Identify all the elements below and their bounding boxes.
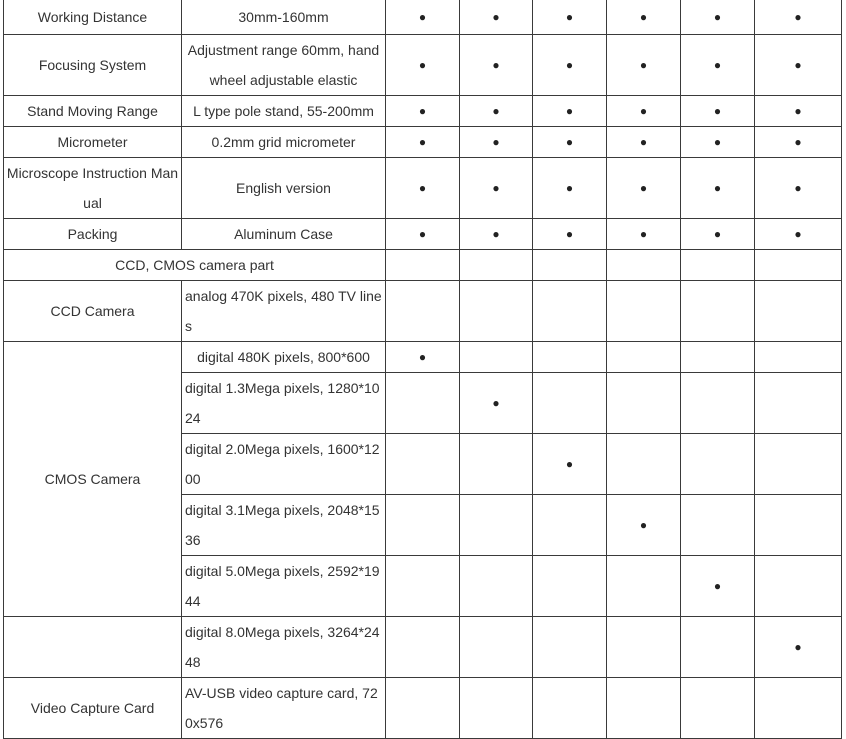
dot-mark: ●	[386, 342, 460, 373]
dot-mark: ●	[386, 0, 460, 35]
dot-cell	[460, 495, 533, 556]
dot-cell	[755, 495, 842, 556]
dot-cell	[755, 434, 842, 495]
dot-mark: ●	[755, 0, 842, 35]
dot-cell	[533, 556, 607, 617]
spec-cell: digital 2.0Mega pixels, 1600*1200	[182, 434, 386, 495]
dot-cell	[755, 281, 842, 342]
dot-mark: ●	[607, 127, 681, 158]
dot-cell	[386, 434, 460, 495]
dot-mark: ●	[607, 158, 681, 219]
dot-cell	[681, 678, 755, 739]
dot-mark: ●	[386, 35, 460, 96]
dot-cell	[607, 373, 681, 434]
dot-mark: ●	[681, 556, 755, 617]
empty-cell	[460, 250, 533, 281]
dot-mark: ●	[533, 127, 607, 158]
dot-cell	[533, 678, 607, 739]
table-row	[4, 617, 842, 678]
dot-cell	[460, 434, 533, 495]
dot-cell	[681, 434, 755, 495]
dot-cell	[607, 556, 681, 617]
dot-mark: ●	[533, 96, 607, 127]
dot-mark: ●	[386, 158, 460, 219]
feature-cell	[4, 617, 182, 678]
spec-cell: Aluminum Case	[182, 219, 386, 250]
feature-cell: Stand Moving Range	[4, 96, 182, 127]
dot-mark: ●	[460, 158, 533, 219]
dot-cell	[755, 678, 842, 739]
dot-cell	[607, 281, 681, 342]
dot-mark: ●	[533, 219, 607, 250]
dot-cell	[681, 342, 755, 373]
spec-table	[3, 0, 842, 739]
spec-cell: digital 480K pixels, 800*600	[182, 342, 386, 373]
feature-cell: Packing	[4, 219, 182, 250]
dot-cell	[681, 281, 755, 342]
empty-cell	[607, 250, 681, 281]
dot-cell	[386, 495, 460, 556]
dot-cell	[607, 617, 681, 678]
dot-mark: ●	[386, 127, 460, 158]
dot-cell	[607, 342, 681, 373]
dot-mark: ●	[460, 127, 533, 158]
dot-mark: ●	[607, 96, 681, 127]
dot-mark: ●	[460, 0, 533, 35]
dot-mark: ●	[533, 158, 607, 219]
dot-cell	[681, 617, 755, 678]
dot-cell	[386, 373, 460, 434]
dot-mark: ●	[755, 219, 842, 250]
table-row	[4, 0, 842, 35]
feature-cell: Video Capture Card	[4, 678, 182, 739]
spec-cell: L type pole stand, 55-200mm	[182, 96, 386, 127]
dot-cell	[460, 281, 533, 342]
dot-mark: ●	[755, 617, 842, 678]
dot-cell	[607, 434, 681, 495]
dot-cell	[460, 556, 533, 617]
dot-mark: ●	[607, 35, 681, 96]
dot-cell	[607, 678, 681, 739]
feature-cell: Working Distance	[4, 0, 182, 35]
dot-mark: ●	[533, 434, 607, 495]
dot-cell	[755, 556, 842, 617]
empty-cell	[386, 250, 460, 281]
dot-cell	[681, 373, 755, 434]
dot-cell	[755, 342, 842, 373]
dot-cell	[460, 342, 533, 373]
dot-mark: ●	[607, 0, 681, 35]
section-row	[4, 250, 842, 281]
dot-cell	[386, 617, 460, 678]
dot-cell	[533, 342, 607, 373]
table-row	[4, 96, 842, 127]
dot-mark: ●	[681, 0, 755, 35]
empty-cell	[681, 250, 755, 281]
empty-cell	[533, 250, 607, 281]
dot-cell	[460, 678, 533, 739]
spec-cell: digital 3.1Mega pixels, 2048*1536	[182, 495, 386, 556]
dot-mark: ●	[755, 96, 842, 127]
dot-cell	[755, 373, 842, 434]
dot-cell	[533, 373, 607, 434]
dot-cell	[681, 495, 755, 556]
dot-cell	[533, 281, 607, 342]
spec-cell: digital 5.0Mega pixels, 2592*1944	[182, 556, 386, 617]
spec-cell: analog 470K pixels, 480 TV lines	[182, 281, 386, 342]
dot-mark: ●	[460, 35, 533, 96]
dot-mark: ●	[460, 219, 533, 250]
spec-cell: 30mm-160mm	[182, 0, 386, 35]
dot-mark: ●	[607, 495, 681, 556]
dot-cell	[386, 281, 460, 342]
table-row	[4, 342, 842, 373]
dot-cell	[460, 617, 533, 678]
table-row	[4, 219, 842, 250]
spec-cell: Adjustment range 60mm, hand wheel adjustable elastic	[182, 35, 386, 96]
table-row	[4, 35, 842, 96]
table-row	[4, 281, 842, 342]
dot-mark: ●	[681, 158, 755, 219]
dot-mark: ●	[533, 0, 607, 35]
dot-mark: ●	[533, 35, 607, 96]
dot-cell	[533, 495, 607, 556]
spec-cell: digital 1.3Mega pixels, 1280*1024	[182, 373, 386, 434]
feature-cell: Microscope Instruction Manual	[4, 158, 182, 219]
dot-mark: ●	[681, 35, 755, 96]
dot-mark: ●	[607, 219, 681, 250]
dot-mark: ●	[386, 219, 460, 250]
dot-mark: ●	[681, 219, 755, 250]
table-row	[4, 158, 842, 219]
dot-mark: ●	[681, 127, 755, 158]
table-row	[4, 678, 842, 739]
dot-mark: ●	[386, 96, 460, 127]
spec-cell: 0.2mm grid micrometer	[182, 127, 386, 158]
dot-cell	[386, 556, 460, 617]
dot-mark: ●	[755, 127, 842, 158]
section-title: CCD, CMOS camera part	[4, 250, 386, 281]
dot-mark: ●	[755, 35, 842, 96]
dot-mark: ●	[460, 96, 533, 127]
feature-cell: Focusing System	[4, 35, 182, 96]
feature-cell: Micrometer	[4, 127, 182, 158]
dot-cell	[386, 678, 460, 739]
dot-mark: ●	[681, 96, 755, 127]
spec-cell: digital 8.0Mega pixels, 3264*2448	[182, 617, 386, 678]
feature-cell: CCD Camera	[4, 281, 182, 342]
empty-cell	[755, 250, 842, 281]
spec-cell: AV-USB video capture card, 720x576	[182, 678, 386, 739]
dot-mark: ●	[755, 158, 842, 219]
feature-cell: CMOS Camera	[4, 342, 182, 617]
dot-mark: ●	[460, 373, 533, 434]
table-row	[4, 127, 842, 158]
dot-cell	[533, 617, 607, 678]
spec-cell: English version	[182, 158, 386, 219]
